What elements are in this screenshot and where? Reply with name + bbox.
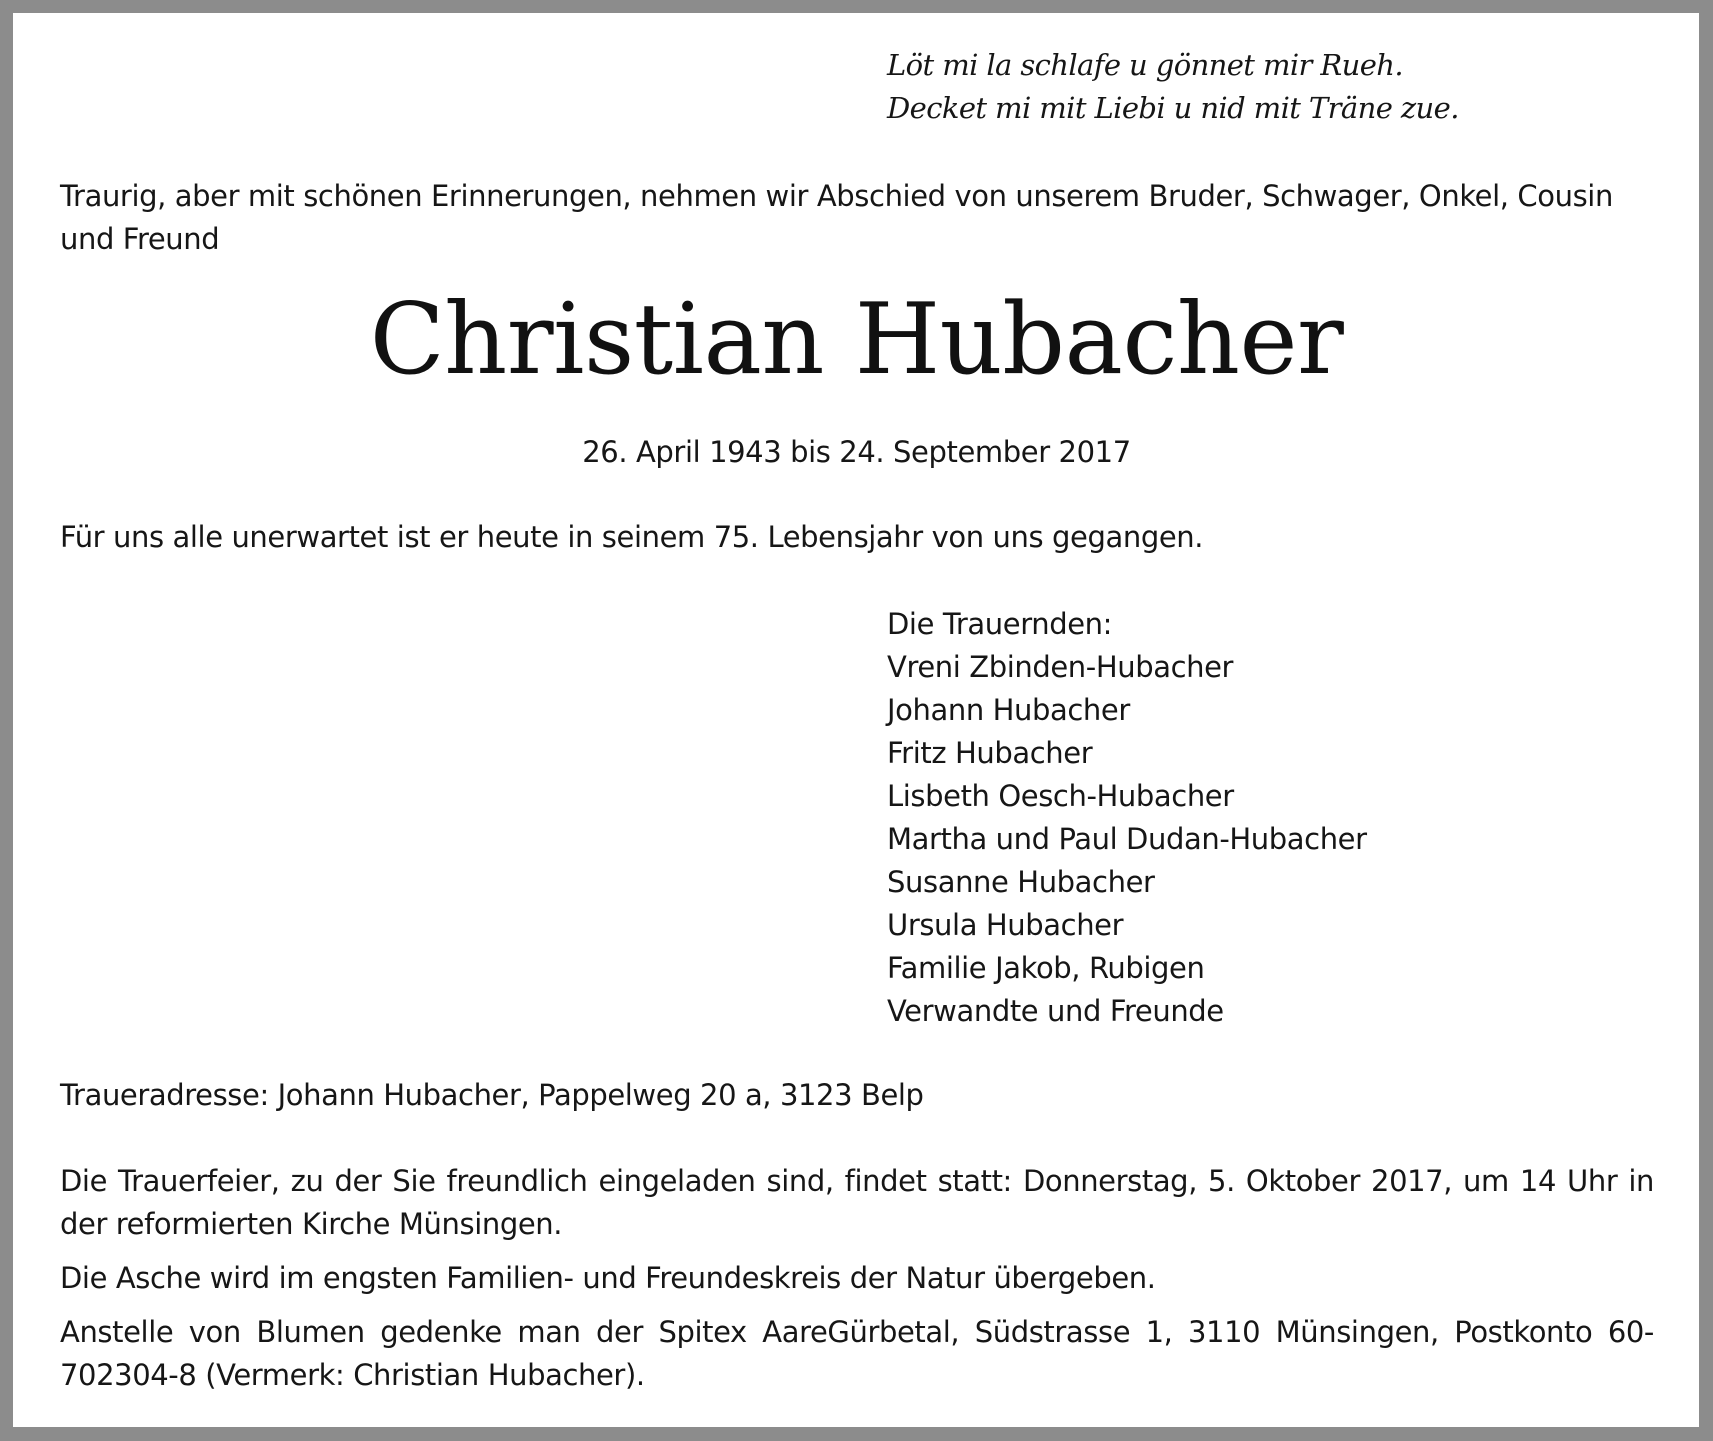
ceremony-info: Die Trauerfeier, zu der Sie freundlich eingeladen sind, findet statt: Donnerstag, 5. Oktober 2017, um 14 Uhr in der reformierten Kirche Münsingen. — [60, 1164, 1654, 1241]
motto-line-1: Löt mi la schlafe u gönnet mir Rueh. — [887, 48, 1403, 82]
mourner-name: Vreni Zbinden-Hubacher — [887, 650, 1234, 684]
motto-line-2: Decket mi mit Liebi u nid mit Träne zue. — [887, 91, 1459, 125]
motto-verse — [887, 44, 1459, 130]
intro-text: Traurig, aber mit schönen Erinnerungen, nehmen wir Abschied von unserem Bruder, Schwager, Onkel, Cousin und Freund — [60, 179, 1613, 256]
mourner-name: Lisbeth Oesch-Hubacher — [887, 779, 1234, 813]
life-dates: 26. April 1943 bis 24. September 2017 — [582, 435, 1131, 469]
mourner-name: Susanne Hubacher — [887, 865, 1155, 899]
mourners-heading: Die Trauernden: — [887, 607, 1113, 641]
deceased-name: Christian Hubacher — [369, 283, 1344, 397]
mourner-name: Ursula Hubacher — [887, 908, 1124, 942]
mourner-name: Familie Jakob, Rubigen — [887, 951, 1205, 985]
mourning-address: Traueradresse: Johann Hubacher, Pappelweg 20 a, 3123 Belp — [60, 1078, 924, 1112]
mourners-list — [887, 603, 1367, 1033]
mourner-name: Martha und Paul Dudan-Hubacher — [887, 822, 1367, 856]
donation-info: Anstelle von Blumen gedenke man der Spitex AareGürbetal, Südstrasse 1, 3110 Münsingen, Postkonto 60-702304-8 (Vermerk: Christian Hubacher). — [60, 1315, 1654, 1392]
mourner-name: Johann Hubacher — [887, 693, 1130, 727]
mourner-name: Verwandte und Freunde — [887, 994, 1224, 1028]
statement-text: Für uns alle unerwartet ist er heute in seinem 75. Lebensjahr von uns gegangen. — [60, 520, 1204, 554]
mourner-name: Fritz Hubacher — [887, 736, 1093, 770]
ashes-info: Die Asche wird im engsten Familien- und Freundeskreis der Natur übergeben. — [60, 1261, 1156, 1295]
